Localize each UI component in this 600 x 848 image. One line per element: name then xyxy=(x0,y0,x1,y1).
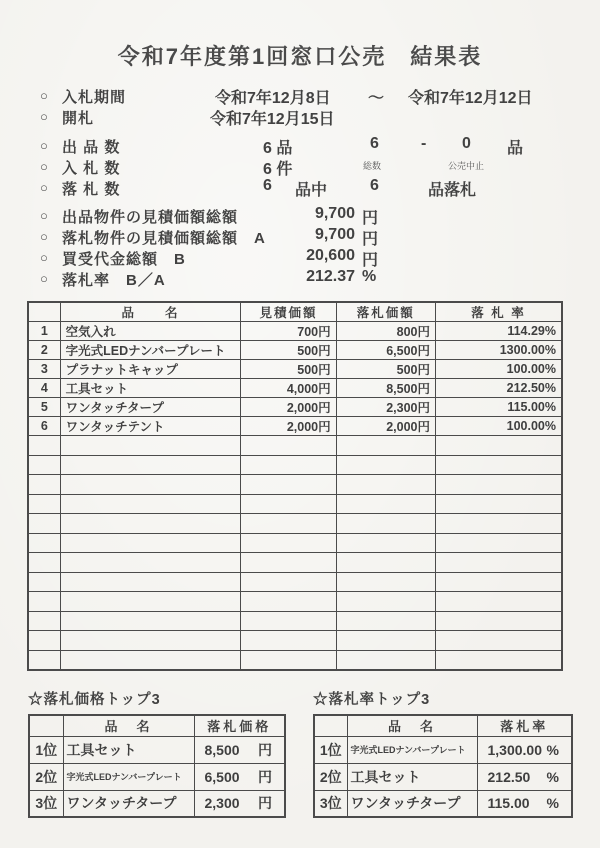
cell-item-name: ワンタッチタープ xyxy=(63,790,194,817)
empty-cell xyxy=(60,553,241,573)
table-row xyxy=(314,790,572,817)
empty-table-row xyxy=(28,650,562,670)
opening-label: 開札 xyxy=(62,110,95,127)
empty-table-row xyxy=(28,533,562,553)
empty-cell xyxy=(60,592,241,612)
listed-cancelled-value: 0 xyxy=(462,135,471,152)
total-row-label: 落札率 B／A xyxy=(62,272,166,289)
cell-estimate: 4,000円 xyxy=(241,379,336,398)
cell-award: 6,500円 xyxy=(336,341,435,360)
empty-cell xyxy=(336,455,435,475)
empty-cell xyxy=(435,631,562,651)
cell-item-name: 字光式LEDナンバープレート xyxy=(347,736,477,763)
table-row xyxy=(314,736,572,763)
empty-cell xyxy=(241,475,336,495)
cell-rate: 114.29% xyxy=(435,322,562,341)
listed-count-value: 6 品 xyxy=(263,140,293,157)
cell-no: 5 xyxy=(28,398,60,417)
cell-item-name: プラナットキャップ xyxy=(60,360,241,379)
total-row-value: 9,700 xyxy=(314,226,355,243)
table-row xyxy=(29,790,285,817)
empty-table-row xyxy=(28,631,562,651)
header-no xyxy=(28,302,60,322)
empty-table-row xyxy=(28,592,562,612)
empty-cell xyxy=(241,514,336,534)
total-row-unit: 円 xyxy=(362,231,379,248)
cell-rate: 100.00% xyxy=(435,417,562,436)
value-unit: % xyxy=(546,768,559,785)
cell-estimate: 500円 xyxy=(241,360,336,379)
empty-cell xyxy=(336,494,435,514)
value-unit: % xyxy=(546,795,559,812)
empty-cell xyxy=(28,611,60,631)
empty-cell xyxy=(336,572,435,592)
cell-rank: 3位 xyxy=(29,790,63,817)
top3-price-table xyxy=(28,714,286,818)
cell-value xyxy=(194,790,285,817)
total-row-unit: % xyxy=(362,268,377,285)
empty-table-row xyxy=(28,494,562,514)
cell-item-name: 工具セット xyxy=(63,736,194,763)
empty-table-row xyxy=(28,553,562,573)
cell-value xyxy=(477,736,572,763)
total-row-unit: 円 xyxy=(362,252,379,269)
empty-cell xyxy=(28,592,60,612)
total-row-value: 212.37 xyxy=(306,268,355,285)
empty-cell xyxy=(28,514,60,534)
empty-cell xyxy=(336,631,435,651)
bullet-icon: ○ xyxy=(40,271,48,286)
cell-rank: 2位 xyxy=(314,763,347,790)
awarded-count-label: 落 札 数 xyxy=(62,181,121,198)
results-table-header-row xyxy=(28,302,562,322)
top3-rate-table xyxy=(313,714,573,818)
total-row-label: 落札物件の見積価額総額 A xyxy=(62,230,266,247)
listed-dash: - xyxy=(421,135,427,152)
empty-cell xyxy=(28,494,60,514)
empty-cell xyxy=(60,455,241,475)
table-row xyxy=(28,322,562,341)
bullet-icon: ○ xyxy=(40,109,48,124)
value-number: 115.00 xyxy=(487,795,530,812)
empty-cell xyxy=(435,455,562,475)
bids-count-label: 入 札 数 xyxy=(62,160,121,177)
empty-table-row xyxy=(28,455,562,475)
cell-award: 8,500円 xyxy=(336,379,435,398)
empty-cell xyxy=(28,533,60,553)
awarded-n2: 6 xyxy=(370,177,379,194)
empty-cell xyxy=(241,631,336,651)
header-award-price: 落札価格 xyxy=(194,715,285,736)
empty-cell xyxy=(336,592,435,612)
total-row-label: 買受代金総額 B xyxy=(62,251,186,268)
empty-cell xyxy=(28,455,60,475)
empty-cell xyxy=(241,436,336,456)
cell-item-name: 空気入れ xyxy=(60,322,241,341)
bullet-icon: ○ xyxy=(40,229,48,244)
bid-period-label: 入札期間 xyxy=(62,89,127,106)
bullet-icon: ○ xyxy=(40,88,48,103)
empty-cell xyxy=(28,553,60,573)
empty-cell xyxy=(28,475,60,495)
empty-cell xyxy=(435,514,562,534)
cell-value xyxy=(194,736,285,763)
top3-rate-section xyxy=(313,688,573,818)
cell-estimate: 2,000円 xyxy=(241,398,336,417)
empty-cell xyxy=(241,572,336,592)
empty-cell xyxy=(241,494,336,514)
empty-cell xyxy=(60,475,241,495)
bullet-icon: ○ xyxy=(40,159,48,174)
cell-no: 4 xyxy=(28,379,60,398)
value-number: 6,500 xyxy=(204,768,240,785)
listed-unit: 品 xyxy=(507,140,524,157)
table-row xyxy=(314,763,572,790)
cell-rate: 100.00% xyxy=(435,360,562,379)
cell-rate: 212.50% xyxy=(435,379,562,398)
total-row-unit: 円 xyxy=(362,210,379,227)
value-number: 8,500 xyxy=(204,741,240,758)
awarded-mid: 品中 xyxy=(295,182,328,199)
header-item-name: 品 名 xyxy=(63,715,194,736)
empty-cell xyxy=(336,553,435,573)
empty-cell xyxy=(435,494,562,514)
value-unit: 円 xyxy=(258,741,272,758)
empty-cell xyxy=(241,650,336,670)
cell-item-name: 工具セット xyxy=(60,379,241,398)
value-number: 2,300 xyxy=(204,795,240,812)
empty-cell xyxy=(336,436,435,456)
value-unit: 円 xyxy=(258,795,272,812)
listed-total-value: 6 xyxy=(370,135,379,152)
cell-no: 6 xyxy=(28,417,60,436)
cell-award: 2,000円 xyxy=(336,417,435,436)
cell-item-name: ワンタッチテント xyxy=(60,417,241,436)
cell-no: 2 xyxy=(28,341,60,360)
bid-period-to: 令和7年12月12日 xyxy=(408,90,533,107)
table-row xyxy=(29,736,285,763)
cell-award: 800円 xyxy=(336,322,435,341)
cell-rate: 115.00% xyxy=(435,398,562,417)
table-row xyxy=(29,763,285,790)
cell-rate: 1300.00% xyxy=(435,341,562,360)
empty-cell xyxy=(336,514,435,534)
cell-rank: 2位 xyxy=(29,763,63,790)
empty-cell xyxy=(336,650,435,670)
empty-cell xyxy=(435,475,562,495)
empty-cell xyxy=(60,611,241,631)
empty-cell xyxy=(28,631,60,651)
cell-award: 500円 xyxy=(336,360,435,379)
cell-estimate: 500円 xyxy=(241,341,336,360)
cell-value xyxy=(477,790,572,817)
empty-cell xyxy=(60,650,241,670)
total-row-value: 9,700 xyxy=(314,205,355,222)
empty-cell xyxy=(435,533,562,553)
top3-rate-header-row xyxy=(314,715,572,736)
cell-no: 1 xyxy=(28,322,60,341)
empty-cell xyxy=(435,553,562,573)
empty-table-row xyxy=(28,475,562,495)
empty-cell xyxy=(435,572,562,592)
cell-no: 3 xyxy=(28,360,60,379)
cell-rank: 1位 xyxy=(314,736,347,763)
empty-cell xyxy=(336,611,435,631)
value-number: 212.50 xyxy=(487,768,531,785)
empty-cell xyxy=(28,650,60,670)
header-award: 落札価額 xyxy=(336,302,435,322)
value-unit: % xyxy=(546,741,559,758)
empty-cell xyxy=(60,533,241,553)
empty-cell xyxy=(241,611,336,631)
empty-table-row xyxy=(28,436,562,456)
empty-cell xyxy=(241,533,336,553)
table-row xyxy=(28,417,562,436)
empty-table-row xyxy=(28,514,562,534)
top3-price-section xyxy=(28,688,286,818)
listed-count-label: 出 品 数 xyxy=(62,139,121,156)
empty-cell xyxy=(435,650,562,670)
top3-rate-title: ☆落札率トップ3 xyxy=(313,692,431,708)
cell-award: 2,300円 xyxy=(336,398,435,417)
header-rate: 落 札 率 xyxy=(435,302,562,322)
cell-item-name: ワンタッチタープ xyxy=(60,398,241,417)
cell-value xyxy=(477,763,572,790)
header-item-name: 品 名 xyxy=(60,302,241,322)
empty-cell xyxy=(241,553,336,573)
cancelled-sub-label: 公売中止 xyxy=(448,161,485,171)
table-row xyxy=(28,379,562,398)
empty-cell xyxy=(435,592,562,612)
empty-table-row xyxy=(28,611,562,631)
main-table-empty-rows xyxy=(28,436,562,670)
table-row xyxy=(28,360,562,379)
awarded-n1: 6 xyxy=(263,177,272,194)
empty-cell xyxy=(336,533,435,553)
empty-cell xyxy=(435,611,562,631)
empty-cell xyxy=(28,572,60,592)
header-estimate: 見積価額 xyxy=(241,302,336,322)
bullet-icon: ○ xyxy=(40,180,48,195)
empty-cell xyxy=(435,436,562,456)
empty-cell xyxy=(28,436,60,456)
header-rank xyxy=(314,715,347,736)
bid-period-from: 令和7年12月8日 xyxy=(215,90,331,107)
cell-item-name: 字光式LEDナンバープレート xyxy=(60,341,241,360)
cell-rank: 3位 xyxy=(314,790,347,817)
total-sub-label: 総数 xyxy=(363,161,382,171)
empty-cell xyxy=(336,475,435,495)
cell-estimate: 2,000円 xyxy=(241,417,336,436)
bids-count-value: 6 件 xyxy=(263,161,293,178)
cell-value xyxy=(194,763,285,790)
cell-item-name: 工具セット xyxy=(347,763,477,790)
page-title: 令和7年度第1回窓口公売 結果表 xyxy=(117,44,483,69)
value-number: 1,300.00 xyxy=(487,741,542,758)
bullet-icon: ○ xyxy=(40,138,48,153)
bullet-icon: ○ xyxy=(40,250,48,265)
cell-item-name: ワンタッチタープ xyxy=(347,790,477,817)
total-row-value: 20,600 xyxy=(306,247,355,264)
empty-cell xyxy=(241,592,336,612)
header-item-name: 品 名 xyxy=(347,715,477,736)
bid-period-tilde: ～ xyxy=(368,90,385,107)
empty-cell xyxy=(60,631,241,651)
top3-price-header-row xyxy=(29,715,285,736)
cell-rank: 1位 xyxy=(29,736,63,763)
awarded-suffix: 品落札 xyxy=(428,182,477,199)
top3-price-title: ☆落札価格トップ3 xyxy=(28,692,161,708)
empty-cell xyxy=(241,455,336,475)
cell-estimate: 700円 xyxy=(241,322,336,341)
total-row-label: 出品物件の見積価額総額 xyxy=(62,209,239,226)
header-award-rate: 落札率 xyxy=(477,715,572,736)
results-table xyxy=(27,301,563,671)
value-unit: 円 xyxy=(258,768,272,785)
bullet-icon: ○ xyxy=(40,208,48,223)
empty-cell xyxy=(60,514,241,534)
cell-item-name: 字光式LEDナンバープレート xyxy=(63,763,194,790)
opening-date: 令和7年12月15日 xyxy=(210,111,335,128)
table-row xyxy=(28,398,562,417)
empty-cell xyxy=(60,494,241,514)
empty-cell xyxy=(60,436,241,456)
table-row xyxy=(28,341,562,360)
empty-cell xyxy=(60,572,241,592)
empty-table-row xyxy=(28,572,562,592)
header-rank xyxy=(29,715,63,736)
